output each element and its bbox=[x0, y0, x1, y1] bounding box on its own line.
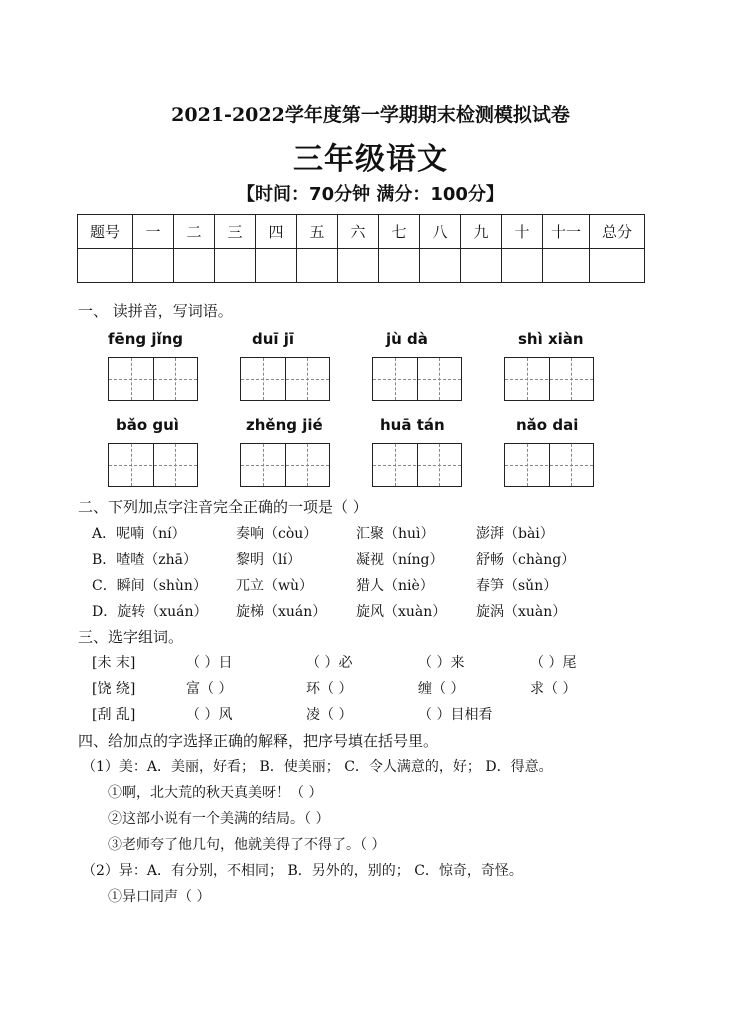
word-blank[interactable]: 求（ ） bbox=[530, 681, 577, 697]
score-blank-cell[interactable] bbox=[502, 249, 543, 283]
word-blank[interactable]: 环（ ） bbox=[306, 681, 353, 697]
pinyin-label: zhěng jié bbox=[246, 416, 323, 434]
pinyin-label: huā tán bbox=[380, 416, 445, 434]
writing-grid[interactable] bbox=[108, 443, 198, 487]
score-blank-cell[interactable] bbox=[543, 249, 590, 283]
word-blank[interactable]: （ ）目相看 bbox=[418, 707, 493, 723]
score-blank-cell[interactable] bbox=[297, 249, 338, 283]
option-c-item: 春笋（sǔn） bbox=[476, 578, 558, 594]
char-pair: [饶 绕] bbox=[92, 681, 136, 697]
score-blank-cell[interactable] bbox=[256, 249, 297, 283]
score-table bbox=[77, 214, 645, 283]
option-b-item: B．喳喳（zhā） bbox=[92, 552, 198, 568]
question-line: ③老师夸了他几句，他就美得了不得了。（ ） bbox=[108, 837, 386, 853]
score-blank-cell[interactable] bbox=[338, 249, 379, 283]
section3-title: 三、选字组词。 bbox=[78, 628, 184, 646]
writing-grid[interactable] bbox=[240, 443, 330, 487]
option-b-item: 凝视（níng） bbox=[356, 552, 444, 568]
exam-year-title: 2021-2022学年度第一学期期末检测模拟试卷 bbox=[171, 104, 570, 126]
score-header-cell: 总分 bbox=[590, 215, 645, 249]
score-blank-cell[interactable] bbox=[461, 249, 502, 283]
score-blank-cell[interactable] bbox=[174, 249, 215, 283]
exam-subject-title: 三年级语文 bbox=[293, 142, 448, 177]
pinyin-label: jù dà bbox=[386, 330, 428, 348]
option-d-item: 旋涡（xuàn） bbox=[476, 604, 567, 620]
question-line: ②这部小说有一个美满的结局。（ ） bbox=[108, 811, 330, 827]
option-c-item: 猎人（niè） bbox=[356, 578, 434, 594]
score-header-cell: 四 bbox=[256, 215, 297, 249]
writing-grid[interactable] bbox=[240, 357, 330, 401]
writing-grid[interactable] bbox=[504, 357, 594, 401]
score-blank-cell[interactable] bbox=[78, 249, 133, 283]
section2-title: 二、下列加点字注音完全正确的一项是（ ） bbox=[78, 498, 368, 516]
pinyin-label: shì xiàn bbox=[518, 330, 584, 348]
option-a-item: A．呢喃（ní） bbox=[92, 526, 186, 542]
word-blank[interactable]: （ ）风 bbox=[186, 707, 233, 723]
score-header-cell: 六 bbox=[338, 215, 379, 249]
writing-grid[interactable] bbox=[108, 357, 198, 401]
option-c-item: C．瞬间（shùn） bbox=[92, 578, 207, 594]
score-blank-cell[interactable] bbox=[215, 249, 256, 283]
word-blank[interactable]: 凌（ ） bbox=[306, 707, 353, 723]
score-header-cell: 九 bbox=[461, 215, 502, 249]
option-b-item: 舒畅（chàng） bbox=[476, 552, 576, 568]
option-d-item: 旋梯（xuán） bbox=[236, 604, 327, 620]
pinyin-label: bǎo guì bbox=[116, 416, 179, 434]
score-header-cell: 八 bbox=[420, 215, 461, 249]
score-header-cell: 十 bbox=[502, 215, 543, 249]
score-table-blank-row bbox=[78, 249, 645, 283]
pinyin-label: fēng jǐng bbox=[108, 330, 184, 348]
score-header-cell: 五 bbox=[297, 215, 338, 249]
question-line: ①异口同声（ ） bbox=[108, 889, 211, 905]
option-d-item: 旋风（xuàn） bbox=[356, 604, 447, 620]
section1-title: 一、 读拼音，写词语。 bbox=[78, 302, 233, 320]
char-pair: [刮 乱] bbox=[92, 707, 136, 723]
word-blank[interactable]: （ ）日 bbox=[186, 655, 233, 671]
definition-line: （1）美：A．美丽，好看； B．使美丽； C．令人满意的，好； D．得意。 bbox=[82, 759, 553, 775]
section4-title: 四、给加点的字选择正确的解释，把序号填在括号里。 bbox=[78, 732, 439, 750]
pinyin-label: duī jī bbox=[252, 330, 295, 348]
score-header-cell: 题号 bbox=[78, 215, 133, 249]
option-a-item: 奏响（còu） bbox=[236, 526, 318, 542]
word-blank[interactable]: 富（ ） bbox=[186, 681, 233, 697]
score-blank-cell[interactable] bbox=[379, 249, 420, 283]
option-a-item: 澎湃（bài） bbox=[476, 526, 554, 542]
question-line: ①啊，北大荒的秋天真美呀！（ ） bbox=[108, 785, 323, 801]
word-blank[interactable]: （ ）来 bbox=[418, 655, 465, 671]
writing-grid[interactable] bbox=[372, 357, 462, 401]
option-c-item: 兀立（wù） bbox=[236, 578, 313, 594]
option-b-item: 黎明（lí） bbox=[236, 552, 301, 568]
score-header-cell: 二 bbox=[174, 215, 215, 249]
option-d-item: D．旋转（xuán） bbox=[92, 604, 208, 620]
writing-grid[interactable] bbox=[372, 443, 462, 487]
score-blank-cell[interactable] bbox=[133, 249, 174, 283]
score-header-cell: 十一 bbox=[543, 215, 590, 249]
score-header-cell: 七 bbox=[379, 215, 420, 249]
score-header-cell: 一 bbox=[133, 215, 174, 249]
score-blank-cell[interactable] bbox=[420, 249, 461, 283]
option-a-item: 汇聚（huì） bbox=[356, 526, 435, 542]
score-header-cell: 三 bbox=[215, 215, 256, 249]
exam-time-info: 【时间：70分钟 满分：100分】 bbox=[237, 184, 504, 205]
pinyin-label: nǎo dai bbox=[516, 416, 579, 434]
word-blank[interactable]: （ ）必 bbox=[306, 655, 353, 671]
score-blank-cell[interactable] bbox=[590, 249, 645, 283]
char-pair: [未 末] bbox=[92, 655, 136, 671]
writing-grid[interactable] bbox=[504, 443, 594, 487]
score-table-header-row bbox=[78, 215, 645, 249]
definition-line: （2）异：A．有分别，不相同； B．另外的，别的； C．惊奇，奇怪。 bbox=[82, 863, 523, 879]
word-blank[interactable]: 缠（ ） bbox=[418, 681, 465, 697]
word-blank[interactable]: （ ）尾 bbox=[530, 655, 577, 671]
